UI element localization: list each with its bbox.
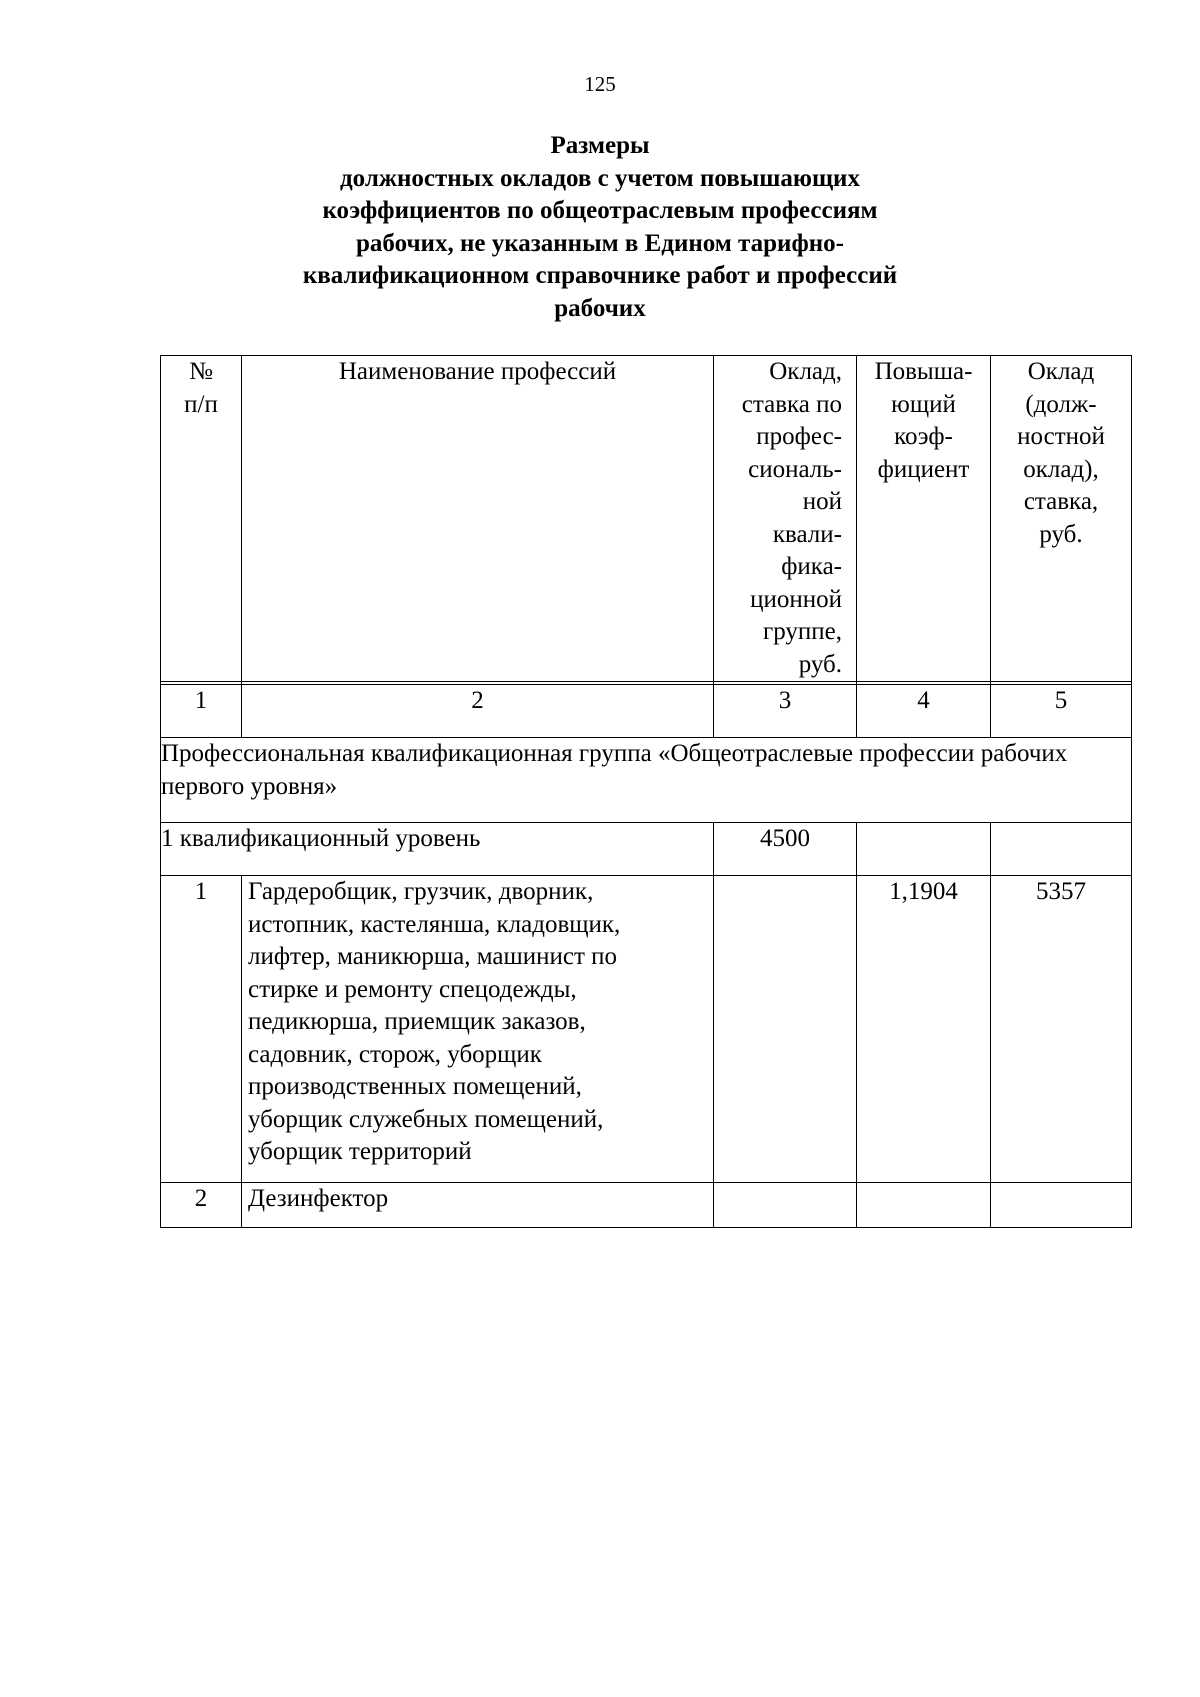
column-number: 4 xyxy=(857,685,991,738)
table-row xyxy=(161,1183,1132,1228)
title-line: рабочих, не указанным в Едином тарифно- xyxy=(356,229,844,257)
qualification-level-label: 1 квалификационный уровень xyxy=(161,823,714,876)
row-total-salary xyxy=(991,1183,1132,1228)
row-number: 1 xyxy=(161,876,242,1183)
header-cell-total-salary: Оклад (долж- ностной оклад), ставка, руб. xyxy=(991,356,1132,682)
empty-cell xyxy=(857,823,991,876)
document-title xyxy=(250,130,950,325)
profession-names: Дезинфектор xyxy=(242,1183,714,1228)
title-line: рабочих xyxy=(554,294,646,322)
row-coefficient: 1,1904 xyxy=(857,876,991,1183)
qualification-level-row xyxy=(161,823,1132,876)
title-line: квалификационном справочнике работ и профессий xyxy=(302,262,898,289)
row-number: 2 xyxy=(161,1183,242,1228)
row-base-salary xyxy=(714,1183,857,1228)
group-title: Профессиональная квалификационная группа «Общеотраслевые профессии рабочих первого уровня» xyxy=(161,738,1132,823)
column-number: 3 xyxy=(714,685,857,738)
header-cell-coefficient: Повыша- ющий коэф- фициент xyxy=(857,356,991,682)
table-header-row xyxy=(161,356,1132,682)
title-line: коэффициентов по общеотраслевым профессиям xyxy=(322,197,878,224)
qualification-level-salary: 4500 xyxy=(714,823,857,876)
column-number: 1 xyxy=(161,685,242,738)
column-number: 5 xyxy=(991,685,1132,738)
column-number-row xyxy=(161,685,1132,738)
profession-names: Гардеробщик, грузчик, дворник, истопник, кастелянша, кладовщик, лифтер, маникюрша, машинист по стирке и ремонту спецодежды, педикюрша, приемщик заказов, садовник, сторож, уборщик производственных помещений, уборщик служебных помещений, уборщик территорий xyxy=(242,876,714,1183)
row-total-salary: 5357 xyxy=(991,876,1132,1183)
group-title-row xyxy=(161,738,1132,823)
header-cell-base-salary: Оклад, ставка по профес- сиональ- ной квали- фика- ционной группе, руб. xyxy=(714,356,857,682)
title-line: Размеры xyxy=(550,132,650,159)
salary-table xyxy=(160,355,1132,1228)
column-number: 2 xyxy=(242,685,714,738)
header-cell-number: № п/п xyxy=(161,356,242,682)
table-row xyxy=(161,876,1132,1183)
header-cell-profession-name: Наименование профессий xyxy=(242,356,714,682)
page-number: 125 xyxy=(584,72,616,96)
empty-cell xyxy=(991,823,1132,876)
row-coefficient xyxy=(857,1183,991,1228)
row-base-salary xyxy=(714,876,857,1183)
title-line: должностных окладов с учетом повышающих xyxy=(340,164,860,192)
